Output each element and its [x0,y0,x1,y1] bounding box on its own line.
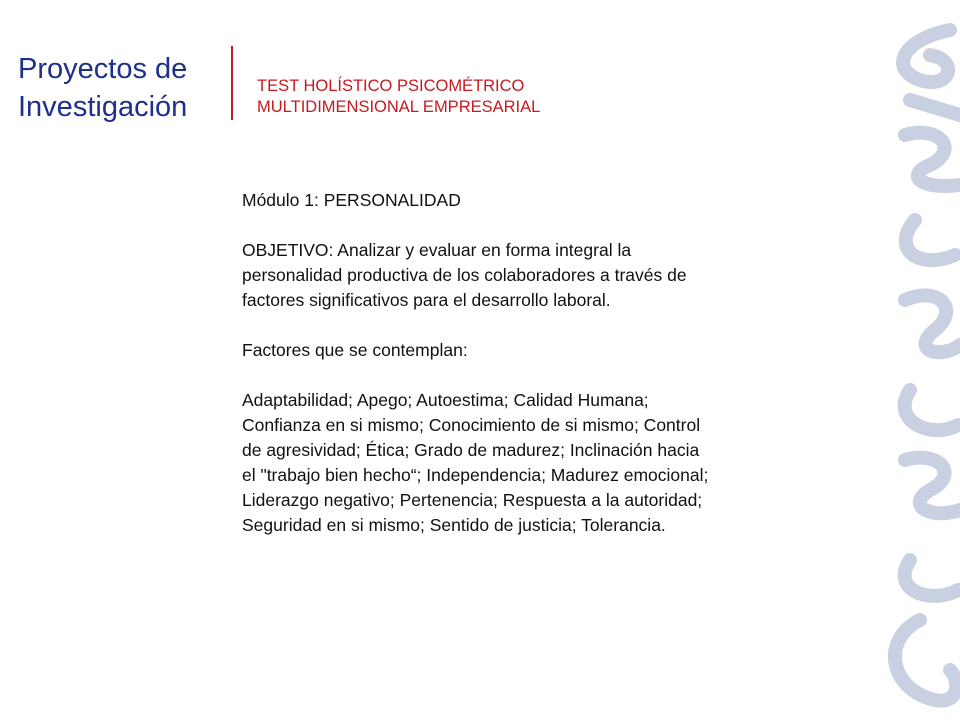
slide-body [242,188,822,538]
brand-title-line-1: Proyectos de [18,53,188,85]
module-title: Módulo 1: PERSONALIDAD [242,190,461,210]
brand-title-line-2: Investigación [18,91,188,123]
factors-line: Seguridad en si mismo; Sentido de justicia; Tolerancia. [242,515,666,535]
factors-line: Liderazgo negativo; Pertenencia; Respuesta a la autoridad; [242,490,703,510]
slide-subtitle [257,76,540,118]
subtitle-line-1: TEST HOLÍSTICO PSICOMÉTRICO [257,77,525,95]
factors-line: de agresividad; Ética; Grado de madurez; Inclinación hacia [242,440,700,460]
objective-line: OBJETIVO: Analizar y evaluar en forma integral la [242,240,632,260]
factors-line: el "trabajo bien hecho“; Independencia; Madurez emocional; [242,465,709,485]
signature-watermark [810,0,960,720]
factors-line: Adaptabilidad; Apego; Autoestima; Calidad Humana; [242,390,649,410]
factors-line: Confianza en si mismo; Conocimiento de si mismo; Control [242,415,701,435]
factors-heading: Factores que se contemplan: [242,340,468,360]
objective-line: factores significativos para el desarrollo laboral. [242,290,611,310]
subtitle-line-2: MULTIDIMENSIONAL EMPRESARIAL [257,98,541,116]
header-divider [231,46,233,120]
objective-line: personalidad productiva de los colaboradores a través de [242,265,687,285]
brand-title [18,50,187,126]
